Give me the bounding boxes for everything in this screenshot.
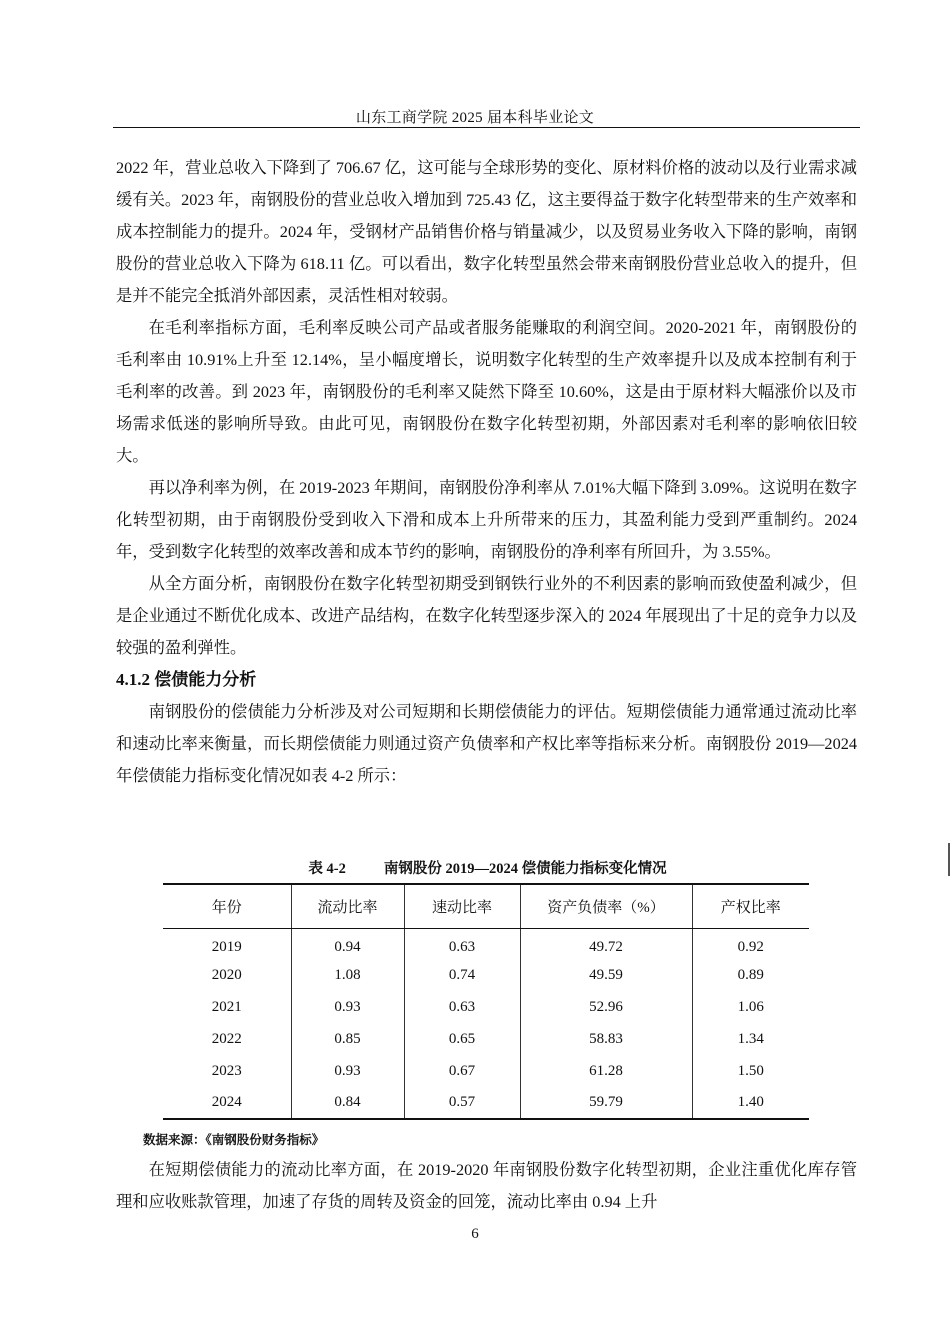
page-header-title: 山东工商学院 2025 届本科毕业论文 bbox=[355, 110, 595, 126]
table-cell: 2024 bbox=[163, 1087, 291, 1119]
table-number: 表 4-2 bbox=[308, 861, 346, 877]
page-number: 6 bbox=[471, 1226, 479, 1242]
body-top bbox=[116, 152, 857, 792]
table-cell: 0.89 bbox=[692, 960, 809, 992]
table-cell: 1.40 bbox=[692, 1087, 809, 1119]
table-cell: 52.96 bbox=[520, 992, 692, 1024]
table-cell: 0.67 bbox=[404, 1055, 520, 1087]
table-cell: 2023 bbox=[211, 1062, 242, 1079]
table-row bbox=[163, 928, 809, 960]
paragraph: 2022 年，营业总收入下降到了 706.67 亿，这可能与全球形势的变化、原材料价格的波动以及行业需求减缓有关。2023 年，南钢股份的营业总收入增加到 725.43 亿，这主要得益于数字化转型带来的生产效率和成本控制能力的提升。2024 年，受钢材产品销售价格与销量减少，以及贸易业务收入下降的影响，南钢股份的营业总收入下降为 618.11 亿。可以看出，数字化转型虽然会带来南钢股份营业总收入的提升，但是并不能完全抵消外部因素，灵活性相对较弱。 bbox=[116, 158, 857, 305]
table-cell: 49.59 bbox=[520, 960, 692, 992]
table-row bbox=[163, 1055, 809, 1087]
solvency-table bbox=[163, 883, 809, 1120]
table-cell: 2022 bbox=[211, 1030, 242, 1047]
paragraph: 在短期偿债能力的流动比率方面，在 2019-2020 年南钢股份数字化转型初期，企业注重优化库存管理和应收账款管理，加速了存货的周转及资金的回笼，流动比率由 0.94 上升 bbox=[116, 1160, 857, 1211]
table-cell: 1.08 bbox=[291, 960, 404, 992]
table-cell: 0.74 bbox=[404, 960, 520, 992]
column-header: 产权比率 bbox=[692, 884, 809, 928]
table-cell: 58.83 bbox=[520, 1023, 692, 1055]
table-row bbox=[163, 1087, 809, 1119]
table-cell: 0.84 bbox=[291, 1087, 404, 1119]
column-header: 年份 bbox=[163, 884, 291, 928]
table-cell: 0.63 bbox=[404, 928, 520, 960]
table-cell: 2021 bbox=[211, 998, 242, 1015]
table-cell: 1.34 bbox=[692, 1023, 809, 1055]
table-cell: 61.28 bbox=[520, 1055, 692, 1087]
table-cell: 0.57 bbox=[404, 1087, 520, 1119]
table-cell: 0.85 bbox=[291, 1023, 404, 1055]
table-cell: 59.79 bbox=[520, 1087, 692, 1119]
table-header-row bbox=[163, 884, 809, 928]
table-cell: 2020 bbox=[211, 967, 242, 984]
table-cell: 1.06 bbox=[692, 992, 809, 1024]
table-cell: 0.63 bbox=[404, 992, 520, 1024]
table-row bbox=[163, 960, 809, 992]
header-rule bbox=[113, 127, 860, 128]
section-heading: 4.1.2 偿债能力分析 bbox=[116, 670, 257, 689]
paragraph: 南钢股份的偿债能力分析涉及对公司短期和长期偿债能力的评估。短期偿债能力通常通过流动比率和速动比率来衡量，而长期偿债能力则通过资产负债率和产权比率等指标来分析。南钢股份 2019—2024 年偿债能力指标变化情况如表 4-2 所示： bbox=[116, 702, 857, 785]
table-row bbox=[163, 1023, 809, 1055]
table-cell: 0.93 bbox=[291, 992, 404, 1024]
table-cell: 0.65 bbox=[404, 1023, 520, 1055]
table-cell: 0.92 bbox=[692, 928, 809, 960]
table-cell: 49.72 bbox=[520, 928, 692, 960]
table-cell: 0.94 bbox=[291, 928, 404, 960]
table-cell: 1.50 bbox=[692, 1055, 809, 1087]
paragraph: 在毛利率指标方面，毛利率反映公司产品或者服务能赚取的利润空间。2020-2021 年，南钢股份的毛利率由 10.91%上升至 12.14%，呈小幅度增长，说明数字化转型的生产效率提升以及成本控制有利于毛利率的改善。到 2023 年，南钢股份的毛利率又陡然下降至 10.60%，这是由于原材料大幅涨价以及市场需求低迷的影响所导致。由此可见，南钢股份在数字化转型初期，外部因素对毛利率的影响依旧较大。 bbox=[116, 318, 857, 465]
table-source-note: 数据来源：《南钢股份财务指标》 bbox=[143, 1133, 325, 1147]
table-row bbox=[163, 992, 809, 1024]
column-header: 速动比率 bbox=[404, 884, 520, 928]
table-caption bbox=[0, 857, 950, 878]
table-cell: 2019 bbox=[211, 938, 242, 955]
column-header: 流动比率 bbox=[291, 884, 404, 928]
paragraph: 从全方面分析，南钢股份在数字化转型初期受到钢铁行业外的不利因素的影响而致使盈利减少，但是企业通过不断优化成本、改进产品结构，在数字化转型逐步深入的 2024 年展现出了十足的竞争力以及较强的盈利弹性。 bbox=[116, 574, 857, 657]
paragraph: 再以净利率为例，在 2019-2023 年期间，南钢股份净利率从 7.01%大幅下降到 3.09%。这说明在数字化转型初期，由于南钢股份受到收入下滑和成本上升所带来的压力，其盈利能力受到严重制约。2024 年，受到数字化转型的效率改善和成本节约的影响，南钢股份的净利率有所回升，为 3.55%。 bbox=[116, 478, 857, 561]
table-cell: 0.93 bbox=[291, 1055, 404, 1087]
body-bottom bbox=[116, 1154, 857, 1218]
table-title: 南钢股份 2019—2024 偿债能力指标变化情况 bbox=[383, 861, 667, 877]
column-header: 资产负债率（%） bbox=[520, 884, 692, 928]
